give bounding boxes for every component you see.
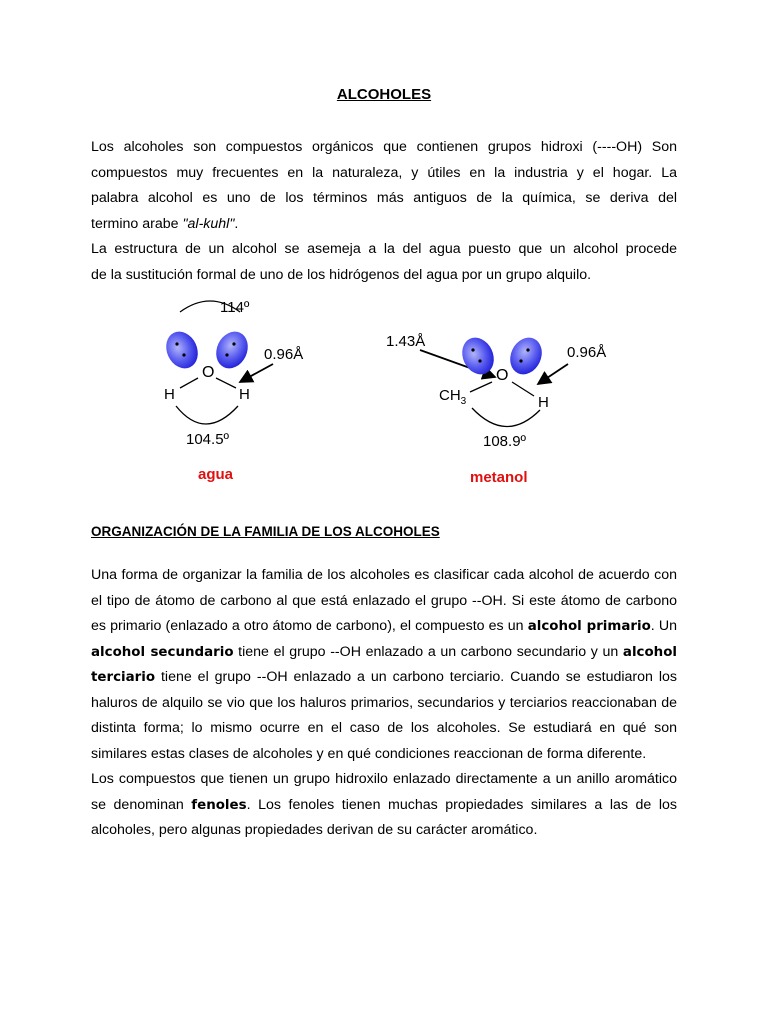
page-title: ALCOHOLES <box>336 86 432 103</box>
water-h-right: H <box>239 386 250 403</box>
methanol-molecule <box>386 332 606 486</box>
term-alcohol-terciario: alcohol terciario <box>91 644 677 685</box>
water-h-left: H <box>164 386 175 403</box>
water-molecule <box>160 299 303 483</box>
paragraph <box>91 767 677 844</box>
term-alcohol-primario: alcohol primario <box>527 619 651 634</box>
methanol-co-length: 1.43Å <box>386 333 426 350</box>
molecular-structure-figure <box>150 292 630 497</box>
term-fenoles: fenoles <box>191 797 247 813</box>
intro-line <box>91 212 677 238</box>
section-heading: ORGANIZACIÓN DE LA FAMILIA DE LOS ALCOHOLES <box>91 524 440 539</box>
intro-text: termino arabe <box>91 215 183 232</box>
methanol-oxygen: O <box>496 367 509 384</box>
water-label: agua <box>198 466 234 483</box>
lone-pair-lobe <box>456 332 499 379</box>
bottom-angle-arc <box>472 408 540 427</box>
text-run: . Los fenoles tienen muchas propiedades similares a las de los alcoholes, pero algunas propiedades derivan de su carácter aromático. <box>91 796 677 838</box>
methanol-label: metanol <box>470 469 528 486</box>
lone-pair-lobe <box>504 332 547 379</box>
water-bond-length: 0.96Å <box>264 346 304 363</box>
text-run: tiene el grupo --OH enlazado a un carbono secundario y un <box>233 643 623 660</box>
lone-pair-lobe <box>160 326 203 373</box>
section-body <box>91 563 677 844</box>
intro-line: La estructura de un alcohol se asemeja a la del agua puesto que un alcohol procede <box>91 241 677 257</box>
intro-line: de la sustitución formal de uno de los hidrógenos del agua por un grupo alquilo. <box>91 266 592 283</box>
text-run: . Un <box>650 618 677 634</box>
methanol-h: H <box>538 394 549 411</box>
intro-paragraph <box>91 135 677 288</box>
bottom-angle-arc <box>176 406 238 424</box>
intro-line: Los alcoholes son compuestos orgánicos que contienen grupos hidroxi (----OH) Son <box>91 139 677 155</box>
text-run: Una forma de organizar la familia de los alcoholes es clasificar cada alcohol de acuerdo con el tipo de átomo de carbono al que está enlazado el grupo --OH. Si este átomo de carbono es primario (enlazado a otro átomo de carbono), el compuesto es un <box>91 567 677 634</box>
methanol-ch3: $CH_3$ <box>439 387 467 407</box>
text-run: tiene el grupo --OH enlazado a un carbono terciario. Cuando se estudiaron los haluros de alquilo se vio que los haluros primarios, secundarios y terciarios reaccionaban de distinta forma; lo mismo ocurre en el caso de los alcoholes. Se estudiará en qué son similares estas clases de alcoholes y en qué condiciones reaccionan de forma diferente. <box>91 669 677 762</box>
water-bottom-angle: 104.5º <box>186 431 230 448</box>
water-top-angle: 114º <box>220 299 250 316</box>
text-run: Los compuestos que tienen un grupo hidroxilo enlazado directamente a un anillo aromático se denominan <box>91 771 677 813</box>
lone-pair-lobe <box>210 326 253 373</box>
water-oxygen: O <box>202 364 215 381</box>
intro-text: . <box>234 215 239 232</box>
arabic-term: "al-kuhl" <box>182 215 235 232</box>
paragraph <box>91 563 677 767</box>
methanol-bottom-angle: 108.9º <box>483 433 527 450</box>
term-alcohol-secundario: alcohol secundario <box>91 644 234 660</box>
intro-line: compuestos muy frecuentes en la naturaleza, y útiles en la industria y el hogar. La <box>91 164 677 181</box>
intro-line: palabra alcohol es uno de los términos más antiguos de la química, se deriva del <box>91 190 677 206</box>
methanol-oh-length: 0.96Å <box>567 344 607 361</box>
